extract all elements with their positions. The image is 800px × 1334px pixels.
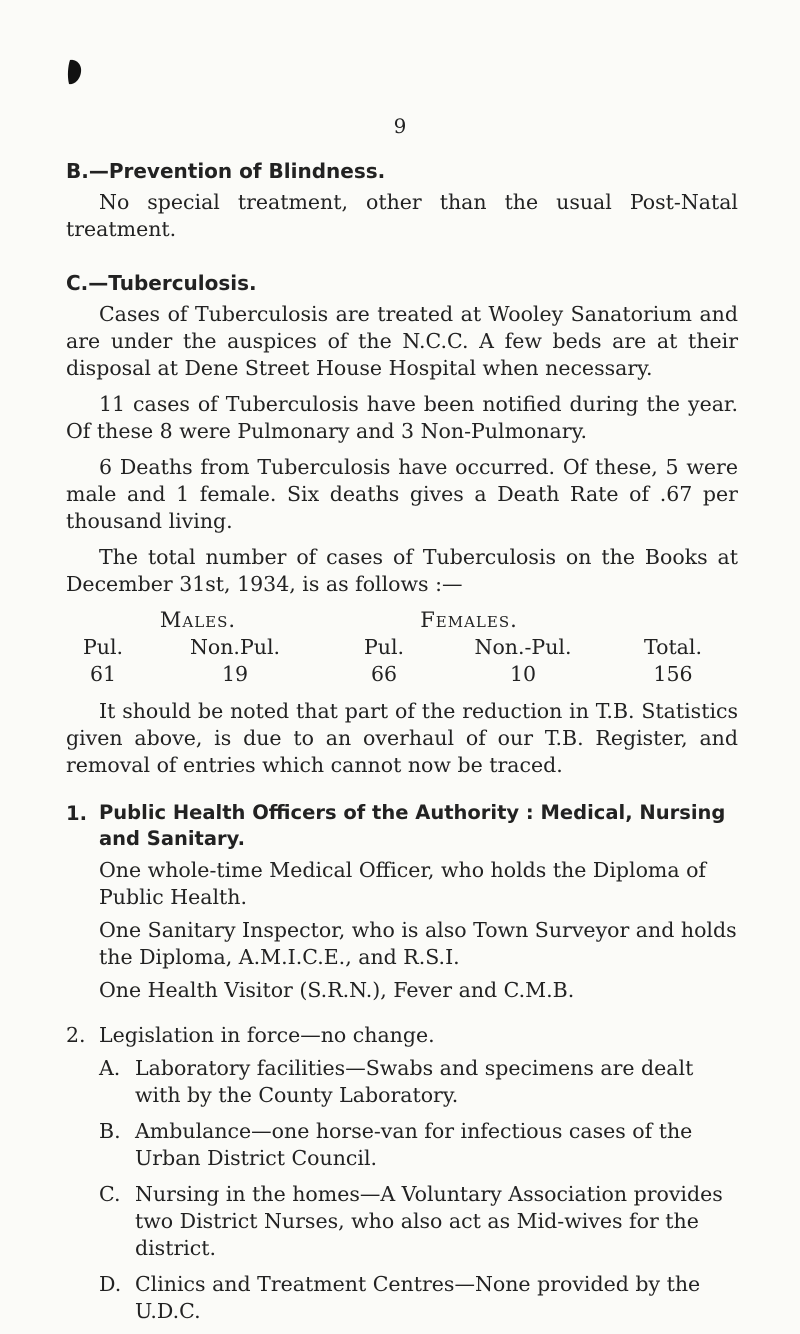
list-item — [99, 1118, 738, 1172]
item-2-heading: Legislation in force—no change. — [99, 1023, 435, 1047]
section-c-paragraph: Cases of Tuberculosis are treated at Wooley Sanatorium and are under the auspices of the N.C.C. A few beds are at their disposal at Dene Street House Hospital when necessary. — [66, 302, 738, 380]
page-content — [66, 158, 738, 1334]
list-item-text: Ambulance—one horse-van for infectious cases of the Urban District Council. — [135, 1119, 693, 1170]
section-c-paragraph: The total number of cases of Tuberculosis on the Books at December 31st, 1934, is as follows :— — [66, 545, 738, 596]
table-cell: 61 — [89, 662, 117, 686]
section-c-note: It should be noted that part of the reduction in T.B. Statistics given above, is due to an overhaul of our T.B. Register, and removal of entries which cannot now be traced. — [66, 699, 738, 777]
page-number: 9 — [393, 114, 407, 138]
list-item-letter: B. — [99, 1119, 121, 1143]
list-item-letter: D. — [99, 1272, 122, 1296]
item-1-line: One whole-time Medical Officer, who holds the Diploma of Public Health. — [99, 858, 707, 909]
table-header: Non.Pul. — [189, 635, 281, 659]
item-2-number: 2. — [66, 1023, 86, 1047]
tuberculosis-cases-table — [66, 607, 738, 688]
item-1-number: 1. — [66, 802, 87, 825]
table-header: Pul. — [82, 635, 124, 659]
item-1-line: One Sanitary Inspector, who is also Town Surveyor and holds the Diploma, A.M.I.C.E., and R.S.I. — [99, 918, 737, 969]
section-c-heading: C.—Tuberculosis. — [66, 271, 257, 295]
table-group-males: Males. — [159, 608, 237, 632]
item-1-heading: Public Health Officers of the Authority : Medical, Nursing and Sanitary. — [99, 801, 726, 850]
list-item-text: Laboratory facilities—Swabs and specimens are dealt with by the County Laboratory. — [135, 1056, 694, 1107]
table-cell: 10 — [509, 662, 537, 686]
list-item-letter: C. — [99, 1182, 121, 1206]
table-group-females: Females. — [420, 608, 518, 632]
table-header: Total. — [644, 635, 702, 659]
ink-mark — [66, 58, 84, 86]
section-c-paragraph: 6 Deaths from Tuberculosis have occurred. Of these, 5 were male and 1 female. Six deaths gives a Death Rate of .67 per thousand living. — [66, 455, 738, 533]
table-header-row — [66, 634, 738, 661]
table-cell: 66 — [370, 662, 398, 686]
table-cell: 156 — [653, 662, 693, 686]
table-header: Pul. — [363, 635, 405, 659]
section-b-heading: B.—Prevention of Blindness. — [66, 159, 386, 183]
section-c-paragraph: 11 cases of Tuberculosis have been notified during the year. Of these 8 were Pulmonary and 3 Non-Pulmonary. — [66, 392, 738, 443]
table-row — [66, 661, 738, 688]
section-b-text: No special treatment, other than the usual Post-Natal treatment. — [66, 190, 738, 241]
list-item — [99, 1055, 738, 1109]
table-group-header-row — [66, 607, 738, 634]
item-2 — [66, 1022, 738, 1325]
item-1-line: One Health Visitor (S.R.N.), Fever and C.M.B. — [99, 978, 575, 1002]
list-item — [99, 1181, 738, 1262]
table-cell: 19 — [221, 662, 249, 686]
list-item-text: Clinics and Treatment Centres—None provided by the U.D.C. — [135, 1272, 701, 1323]
list-item-letter: A. — [99, 1056, 121, 1080]
item-1 — [66, 800, 738, 1004]
table-header: Non.-Pul. — [474, 635, 572, 659]
list-item-text: Nursing in the homes—A Voluntary Association provides two District Nurses, who also act as Mid-wives for the district. — [135, 1182, 723, 1260]
list-item — [99, 1271, 738, 1325]
